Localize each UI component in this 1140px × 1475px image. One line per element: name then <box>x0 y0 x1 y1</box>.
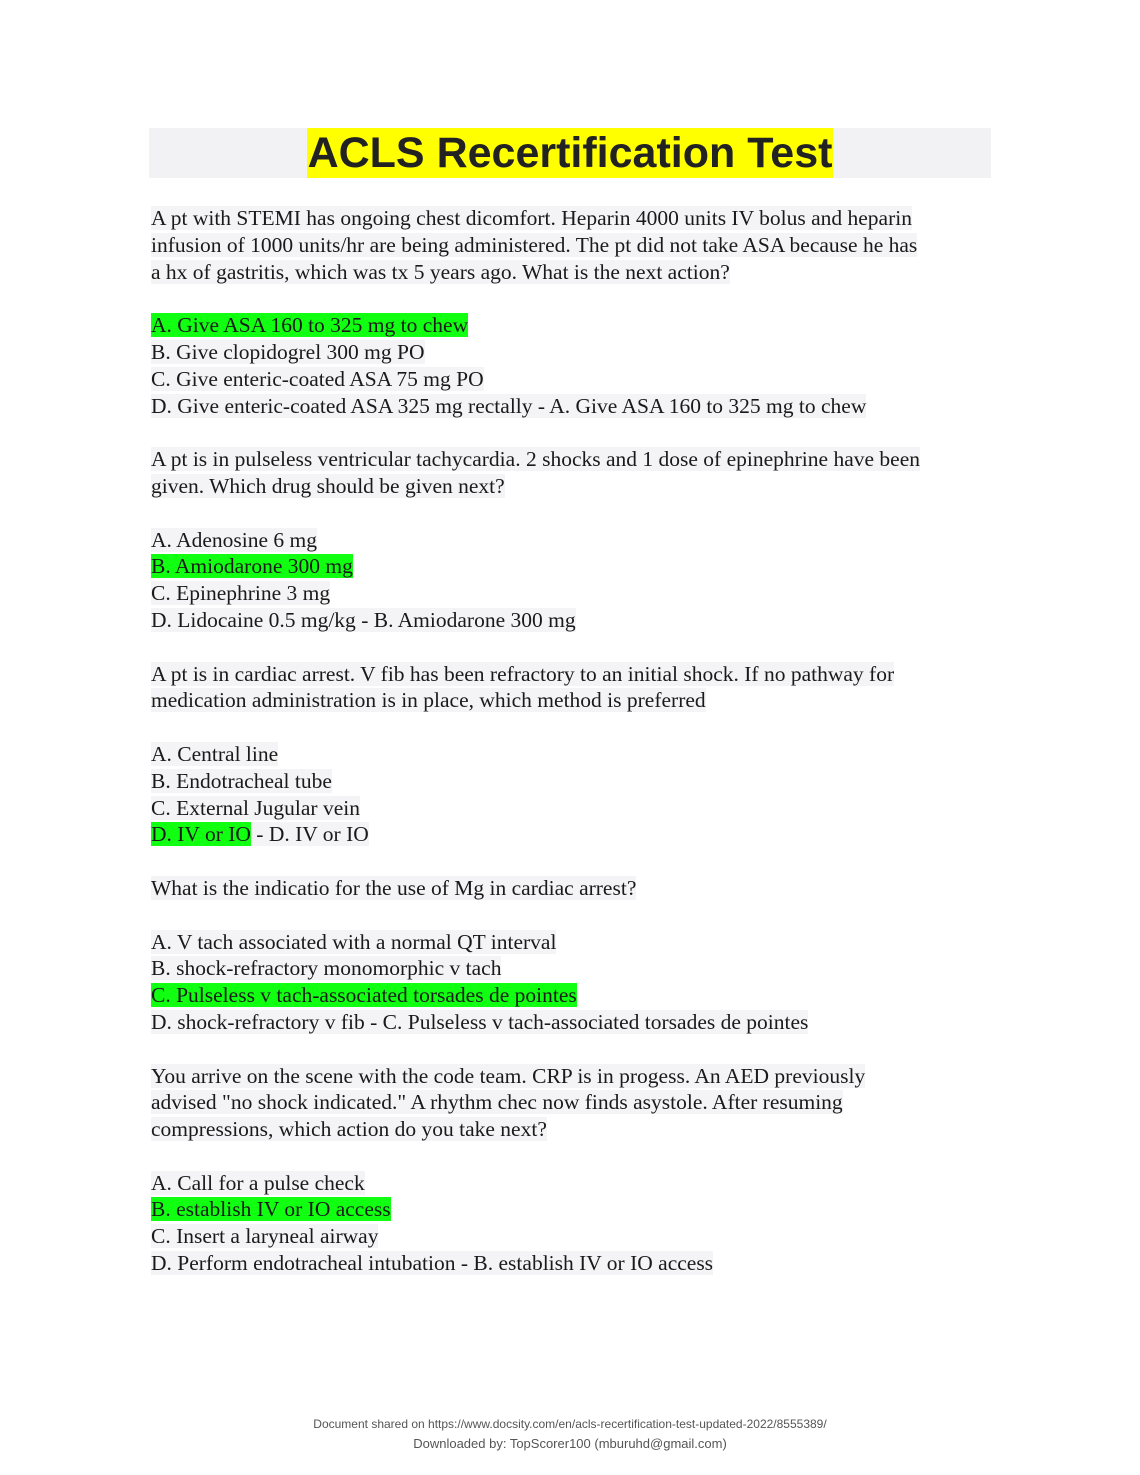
option: A. V tach associated with a normal QT interval <box>151 929 557 954</box>
question-stem-line: You arrive on the scene with the code team. CRP is in progess. An AED previously <box>151 1063 866 1088</box>
option: A. Call for a pulse check <box>151 1170 365 1195</box>
option-correct: B. establish IV or IO access <box>151 1197 391 1222</box>
title-band <box>149 128 991 178</box>
answer-key: D. IV or IO <box>268 822 369 847</box>
answer-key: B. Amiodarone 300 mg <box>373 607 576 632</box>
question-1 <box>151 205 991 419</box>
answer-key: B. establish IV or IO access <box>473 1251 714 1276</box>
footer-shared-link[interactable]: Document shared on https://www.docsity.com/en/acls-recertification-test-updated-2022/8555389/ <box>313 1417 827 1431</box>
option-correct: A. Give ASA 160 to 325 mg to chew <box>151 313 469 338</box>
option: B. Endotracheal tube <box>151 768 332 793</box>
option: C. External Jugular vein <box>151 795 360 820</box>
question-stem-line: compressions, which action do you take next? <box>151 1117 547 1142</box>
question-stem-line: A pt with STEMI has ongoing chest dicomfort. Heparin 4000 units IV bolus and heparin <box>151 206 912 230</box>
question-stem-line: medication administration is in place, which method is preferred <box>151 688 706 713</box>
answer-key: C. Pulseless v tach-associated torsades de pointes <box>382 1009 809 1034</box>
footer-downloaded-by: Downloaded by: TopScorer100 (mburuhd@gmail.com) <box>413 1436 727 1451</box>
option-with-answer-key: D. Lidocaine 0.5 mg/kg - B. Amiodarone 300 mg <box>151 607 576 632</box>
question-list <box>151 205 991 1277</box>
question-stem-line: a hx of gastritis, which was tx 5 years ago. What is the next action? <box>151 259 730 284</box>
question-stem-line: What is the indicatio for the use of Mg in cardiac arrest? <box>151 875 637 900</box>
option: B. shock-refractory monomorphic v tach <box>151 956 502 981</box>
question-stem-line: given. Which drug should be given next? <box>151 473 505 498</box>
answer-key: A. Give ASA 160 to 325 mg to chew <box>549 393 867 418</box>
question-4 <box>151 875 991 1036</box>
option-with-answer-key: D. Perform endotracheal intubation - B. establish IV or IO access <box>151 1251 714 1276</box>
option: A. Central line <box>151 741 279 766</box>
option-correct: B. Amiodarone 300 mg <box>151 554 353 579</box>
question-stem-line: advised "no shock indicated." A rhythm chec now finds asystole. After resuming <box>151 1090 843 1115</box>
page-title: ACLS Recertification Test <box>307 129 833 177</box>
option: B. Give clopidogrel 300 mg PO <box>151 339 425 364</box>
question-stem-line: A pt is in cardiac arrest. V fib has been refractory to an initial shock. If no pathway for <box>151 661 895 686</box>
question-2 <box>151 446 991 634</box>
question-5 <box>151 1063 991 1277</box>
option: C. Insert a laryneal airway <box>151 1224 379 1249</box>
option: C. Epinephrine 3 mg <box>151 581 331 606</box>
option-with-answer-key: D. shock-refractory v fib - C. Pulseless v tach-associated torsades de pointes <box>151 1009 809 1034</box>
question-stem-line: infusion of 1000 units/hr are being administered. The pt did not take ASA because he has <box>151 232 918 257</box>
option: C. Give enteric-coated ASA 75 mg PO <box>151 366 484 391</box>
option: A. Adenosine 6 mg <box>151 527 318 552</box>
option-with-answer-key: D. Give enteric-coated ASA 325 mg rectally - A. Give ASA 160 to 325 mg to chew <box>151 393 867 418</box>
question-3 <box>151 661 991 849</box>
question-stem-line: A pt is in pulseless ventricular tachycardia. 2 shocks and 1 dose of epinephrine have been <box>151 447 920 472</box>
option-correct-with-answer-key: D. IV or IO - D. IV or IO <box>151 822 369 847</box>
option-correct: C. Pulseless v tach-associated torsades de pointes <box>151 983 577 1008</box>
